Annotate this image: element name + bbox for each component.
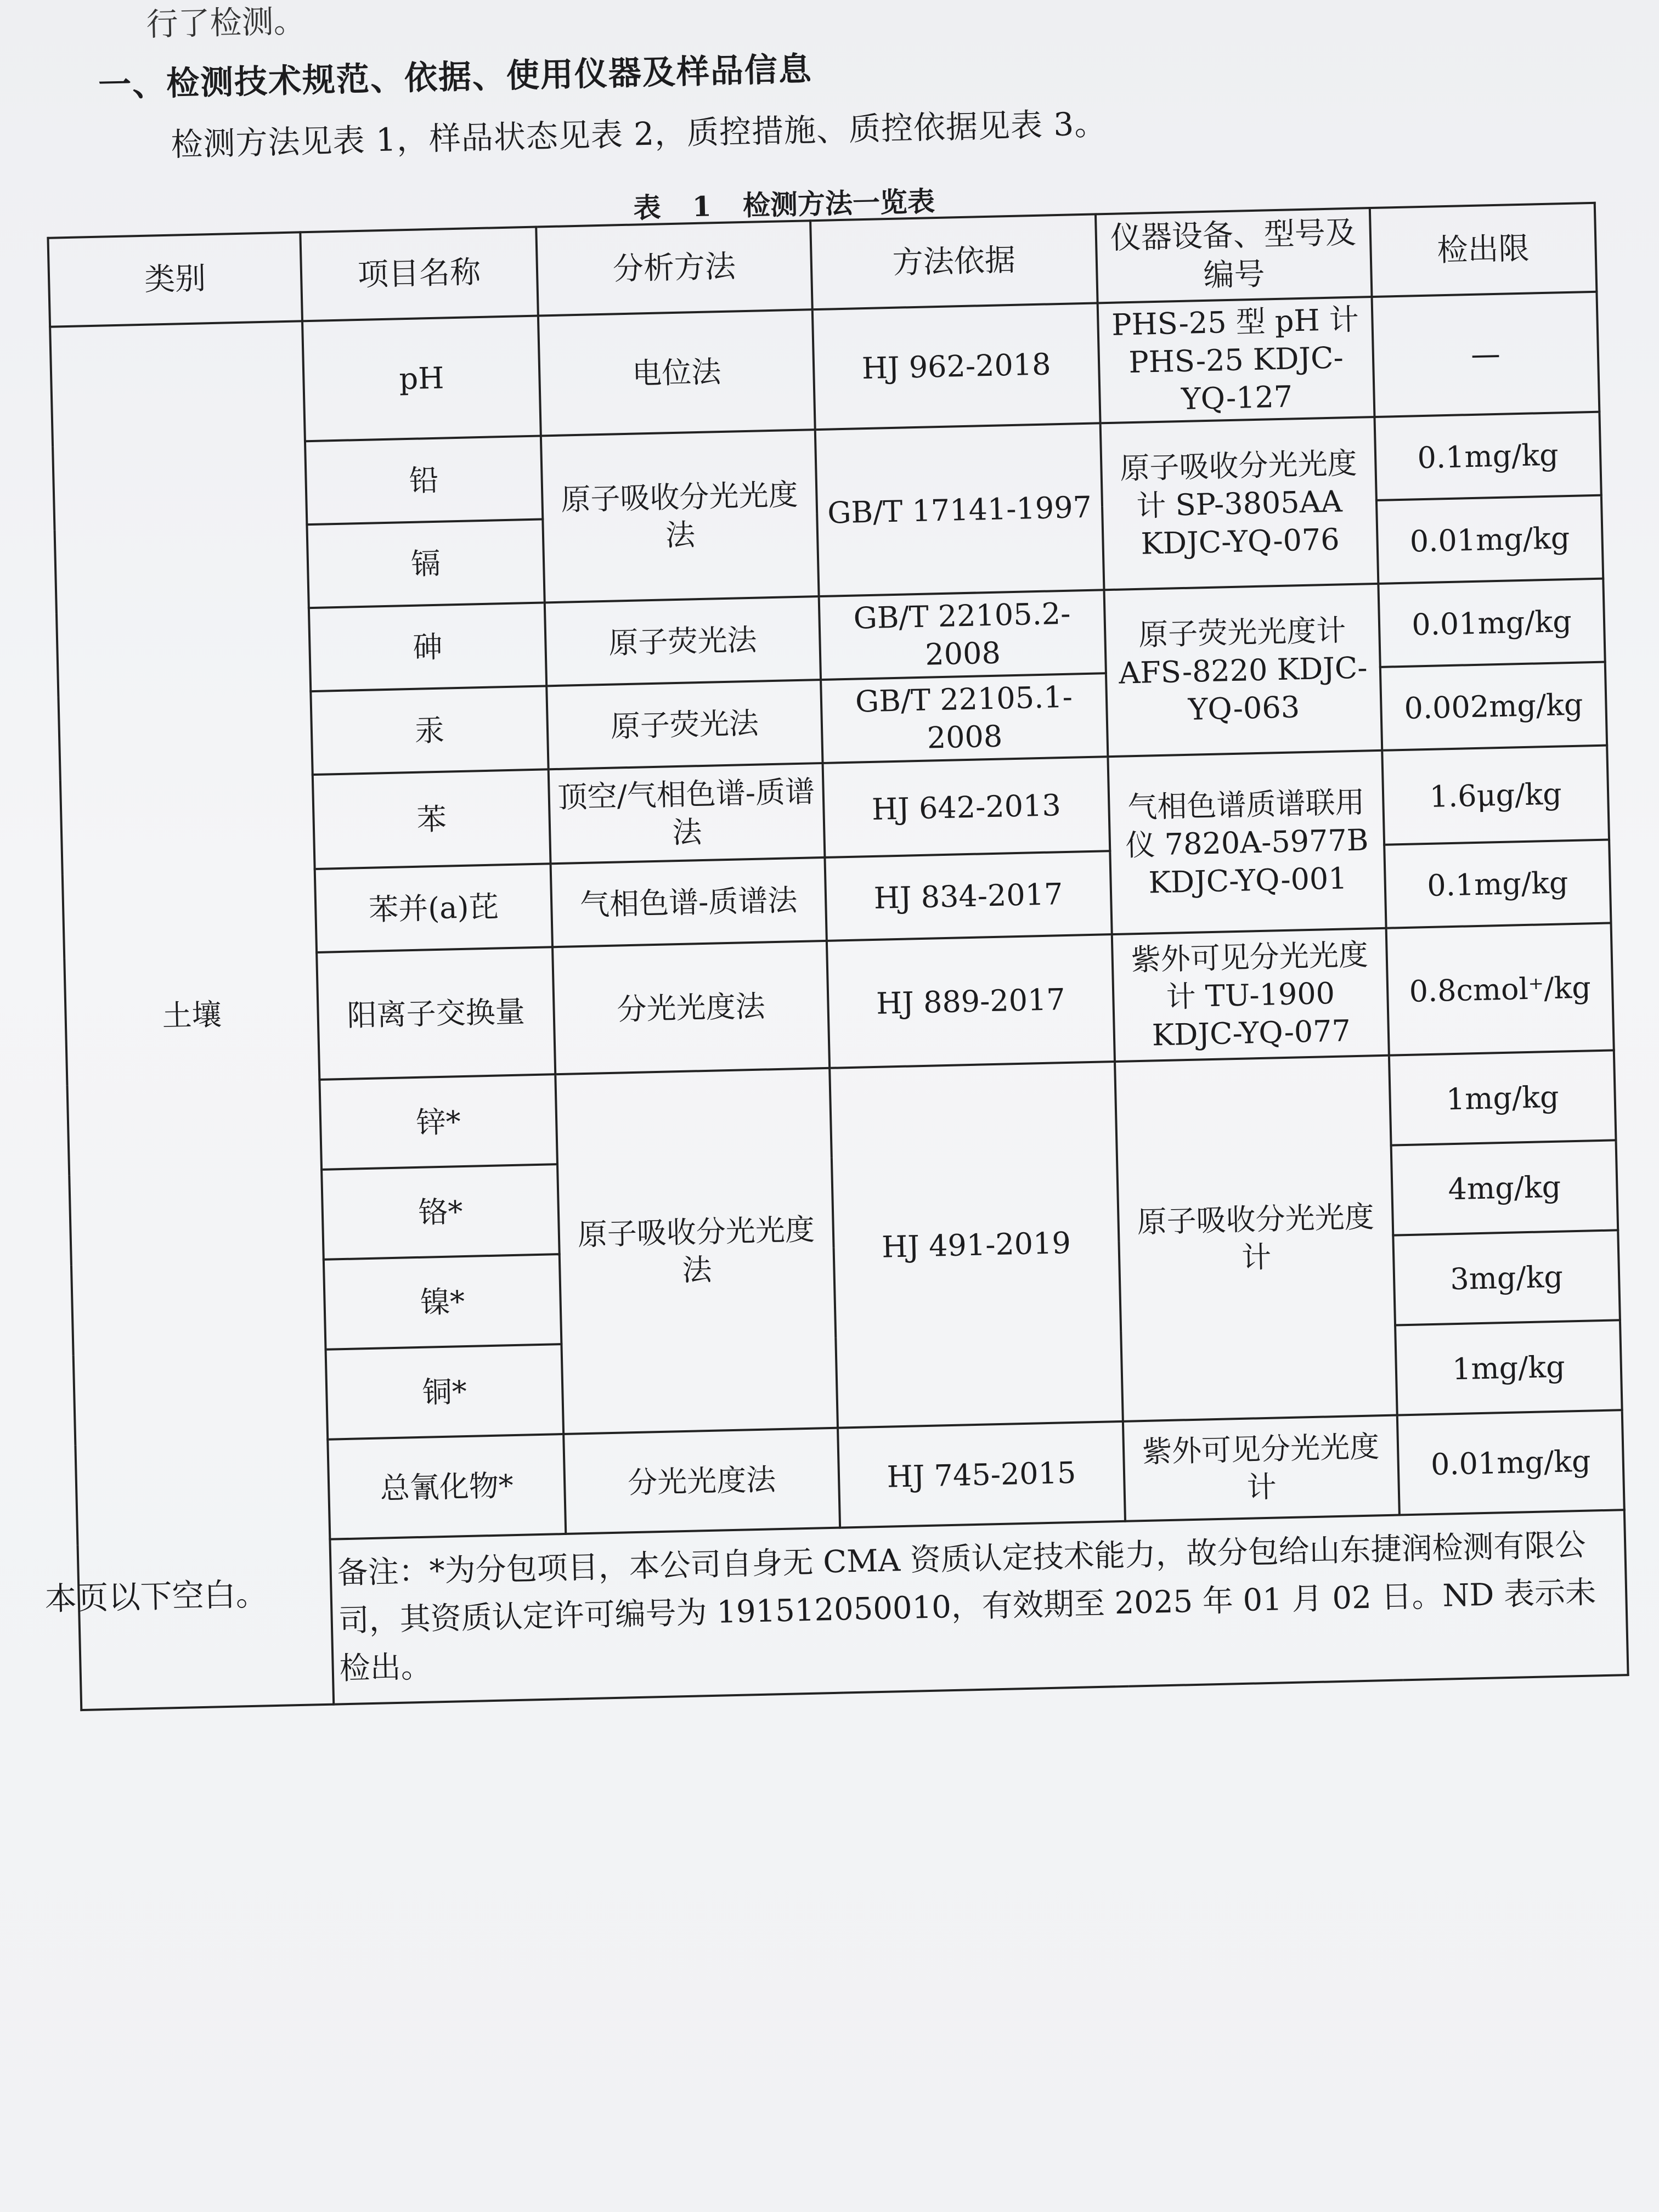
limit-cell: — — [1372, 292, 1600, 417]
item-cell: pH — [302, 316, 541, 442]
instrument-cell: 原子荧光光度计 AFS-8220 KDJC-YQ-063 — [1104, 584, 1383, 757]
method-cell: 电位法 — [538, 309, 815, 436]
instrument-cell: 原子吸收分光光度计 SP-3805AA KDJC-YQ-076 — [1101, 417, 1379, 590]
section-heading: 一、检测技术规范、依据、使用仪器及样品信息 — [98, 50, 813, 105]
method-table — [47, 202, 1629, 1711]
basis-cell: HJ 642-2013 — [823, 757, 1110, 858]
item-cell: 砷 — [309, 603, 546, 692]
method-cell: 原子吸收分光光度法 — [555, 1068, 838, 1434]
intro-paragraph: 检测方法见表 1，样品状态见表 2，质控措施、质控依据见表 3。 — [170, 104, 1108, 163]
instrument-cell: PHS-25 型 pH 计 PHS-25 KDJC-YQ-127 — [1098, 297, 1375, 424]
basis-cell: HJ 834-2017 — [825, 851, 1111, 941]
limit-cell: 1mg/kg — [1395, 1321, 1622, 1415]
item-cell: 铜* — [326, 1344, 564, 1440]
limit-cell: 0.1mg/kg — [1384, 840, 1611, 928]
limit-cell: 1.6μg/kg — [1382, 746, 1609, 845]
header-method: 分析方法 — [536, 221, 812, 315]
table-note: 备注：*为分包项目，本公司自身无 CMA 资质认定技术能力，故分包给山东捷润检测有限公司，其资质认定许可编号为 191512050010，有效期至 2025 年 01 月 02 日。ND 表示未检出。 — [330, 1510, 1628, 1705]
basis-cell: HJ 889-2017 — [827, 934, 1115, 1068]
method-cell: 原子荧光法 — [546, 680, 822, 769]
method-cell: 原子吸收分光光度法 — [541, 430, 819, 602]
limit-cell: 4mg/kg — [1391, 1141, 1618, 1235]
header-item: 项目名称 — [300, 227, 538, 321]
item-cell: 铅 — [305, 436, 543, 525]
item-cell: 总氰化物* — [328, 1434, 566, 1539]
header-instrument: 仪器设备、型号及编号 — [1096, 208, 1372, 303]
item-cell: 阳离子交换量 — [317, 947, 555, 1080]
instrument-cell: 紫外可见分光光度计 TU-1900 KDJC-YQ-077 — [1112, 928, 1389, 1062]
basis-cell: HJ 491-2019 — [830, 1062, 1123, 1428]
method-cell: 原子荧光法 — [545, 596, 821, 686]
item-cell: 铬* — [321, 1164, 560, 1260]
limit-cell: 0.002mg/kg — [1380, 662, 1607, 751]
instrument-cell: 气相色谱质谱联用仪 7820A-5977B KDJC-YQ-001 — [1108, 751, 1386, 934]
limit-cell: 0.1mg/kg — [1374, 412, 1601, 500]
table-caption: 表 1 检测方法一览表 — [633, 185, 935, 224]
method-cell: 分光光度法 — [552, 941, 830, 1074]
cut-off-text: 行了检测。 — [145, 2, 306, 43]
item-cell: 苯 — [313, 770, 551, 870]
item-cell: 镉 — [307, 520, 544, 608]
instrument-cell: 原子吸收分光光度计 — [1115, 1056, 1397, 1421]
header-category: 类别 — [48, 232, 302, 326]
limit-cell: 0.01mg/kg — [1397, 1410, 1624, 1515]
basis-cell: GB/T 22105.1-2008 — [821, 674, 1108, 764]
instrument-cell: 紫外可见分光光度计 — [1123, 1415, 1400, 1521]
limit-cell: 0.8cmol⁺/kg — [1386, 923, 1614, 1056]
item-cell: 汞 — [311, 686, 548, 775]
limit-cell: 0.01mg/kg — [1378, 579, 1605, 667]
method-cell: 气相色谱-质谱法 — [551, 857, 827, 947]
limit-cell: 3mg/kg — [1393, 1231, 1620, 1325]
item-cell: 镍* — [324, 1254, 562, 1350]
item-cell: 苯并(a)芘 — [315, 864, 552, 953]
category-cell: 土壤 — [50, 321, 334, 1710]
basis-cell: GB/T 17141-1997 — [815, 424, 1104, 597]
basis-cell: HJ 745-2015 — [838, 1421, 1125, 1528]
method-cell: 分光光度法 — [563, 1428, 840, 1534]
item-cell: 锌* — [319, 1075, 557, 1170]
basis-cell: GB/T 22105.2-2008 — [819, 590, 1106, 680]
header-basis: 方法依据 — [810, 214, 1098, 309]
limit-cell: 0.01mg/kg — [1376, 495, 1603, 584]
header-limit: 检出限 — [1370, 203, 1597, 297]
method-cell: 顶空/气相色谱-质谱法 — [549, 763, 825, 864]
limit-cell: 1mg/kg — [1389, 1051, 1616, 1146]
basis-cell: HJ 962-2018 — [812, 303, 1101, 430]
blank-page-notice: 本页以下空白。 — [44, 1575, 268, 1618]
